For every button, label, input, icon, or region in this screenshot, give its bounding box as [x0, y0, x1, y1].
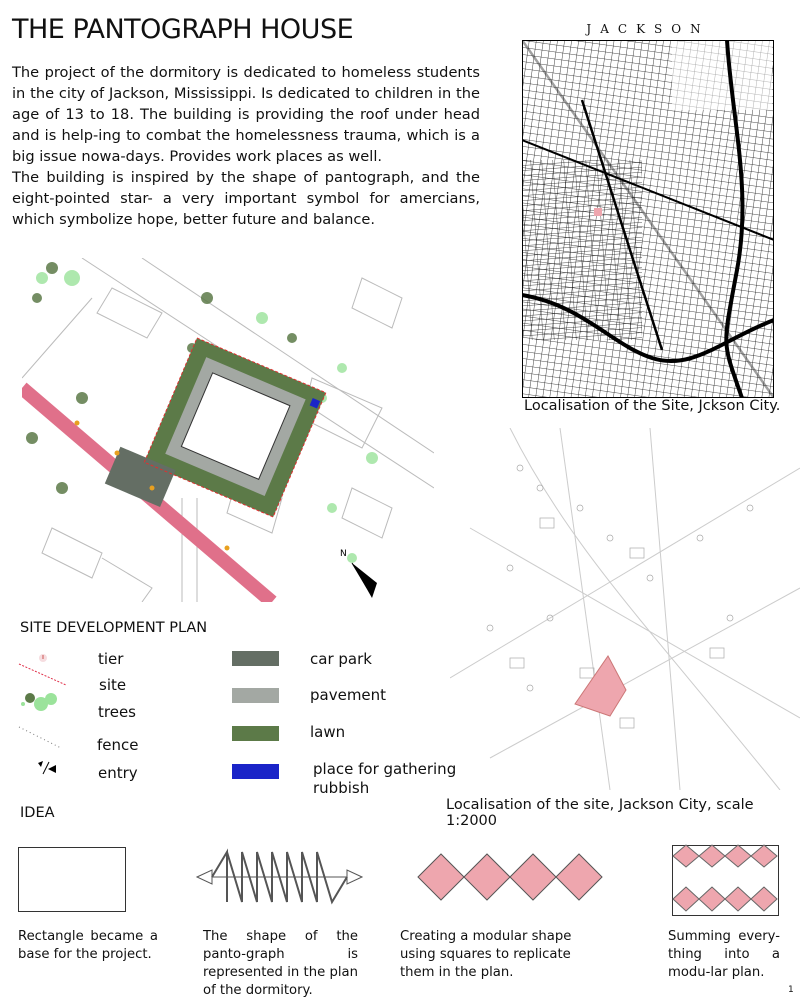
intro-paragraph-1: The project of the dormitory is dedicated to homeless students in the city of Jackson, Mississippi. Is dedicated to children in the age of 13 to 18. The building is providing the roof under head and is help-ing to combat the homelessness trauma, which is a big issue nowa-days. Provides work places as well.: [12, 64, 480, 165]
city-map: [522, 40, 774, 398]
legend-label-rubbish: place for gathering rubbish: [313, 760, 457, 797]
legend-label-entry: entry: [98, 764, 138, 782]
site-map-caption: Localisation of the site, Jackson City, scale 1:2000: [446, 797, 754, 829]
city-map-caption: Localisation of the Site, Jckson City.: [524, 398, 781, 414]
intro-paragraph-2: The building is inspired by the shape of pantograph, and the eight-pointed star- a very important symbol for amercians, which symbolize hope, better future and balance.: [12, 169, 480, 228]
legend-label-tier: tier: [98, 650, 124, 668]
idea-heading: IDEA: [20, 805, 55, 821]
fence-icon: [19, 727, 61, 748]
swatch-rubbish: [232, 764, 279, 779]
legend-label-site: site: [99, 676, 127, 694]
north-arrow-icon: [340, 549, 377, 598]
legend-label-pavement: pavement: [310, 686, 387, 704]
swatch-pavement: [232, 688, 279, 703]
idea-caption-2: The shape of the panto-graph is represented in the plan of the dormitory.: [203, 929, 358, 998]
site-plan: [22, 258, 434, 602]
rectangle-diagram: [19, 848, 126, 912]
idea-diagrams: [0, 840, 800, 920]
legend-heading: SITE DEVELOPMENT PLAN: [20, 620, 208, 636]
idea-caption-1: Rectangle became a base for the project.: [18, 929, 158, 962]
swatch-car-park: [232, 651, 279, 666]
pantograph-diagram: [197, 852, 362, 902]
modular-plan-diagram: [673, 845, 779, 916]
page-title: THE PANTOGRAPH HOUSE: [12, 14, 354, 45]
legend-label-trees: trees: [98, 703, 136, 721]
tier-icon: [39, 654, 47, 662]
site-line-icon: [19, 664, 66, 685]
entry-icon: [38, 761, 56, 774]
swatch-lawn: [232, 726, 279, 741]
neighborhood-map: [450, 428, 800, 790]
site-highlight: [575, 656, 626, 716]
city-map-label: JACKSON: [586, 22, 710, 36]
site-marker: [594, 208, 602, 216]
legend-label-lawn: lawn: [310, 723, 346, 741]
legend-label-fence: fence: [97, 736, 139, 754]
legend-symbols: [16, 648, 86, 783]
intro-text: [12, 62, 480, 230]
trees-icon: [21, 693, 57, 711]
idea-caption-3: Creating a modular shape using squares to replicate them in the plan.: [400, 929, 572, 980]
page-number: 1: [788, 985, 794, 995]
legend-label-car-park: car park: [310, 650, 372, 668]
idea-caption-4: Summing every-thing into a modu-lar plan.: [668, 929, 780, 980]
modular-squares-diagram: [418, 854, 602, 900]
north-label: N: [340, 549, 347, 559]
